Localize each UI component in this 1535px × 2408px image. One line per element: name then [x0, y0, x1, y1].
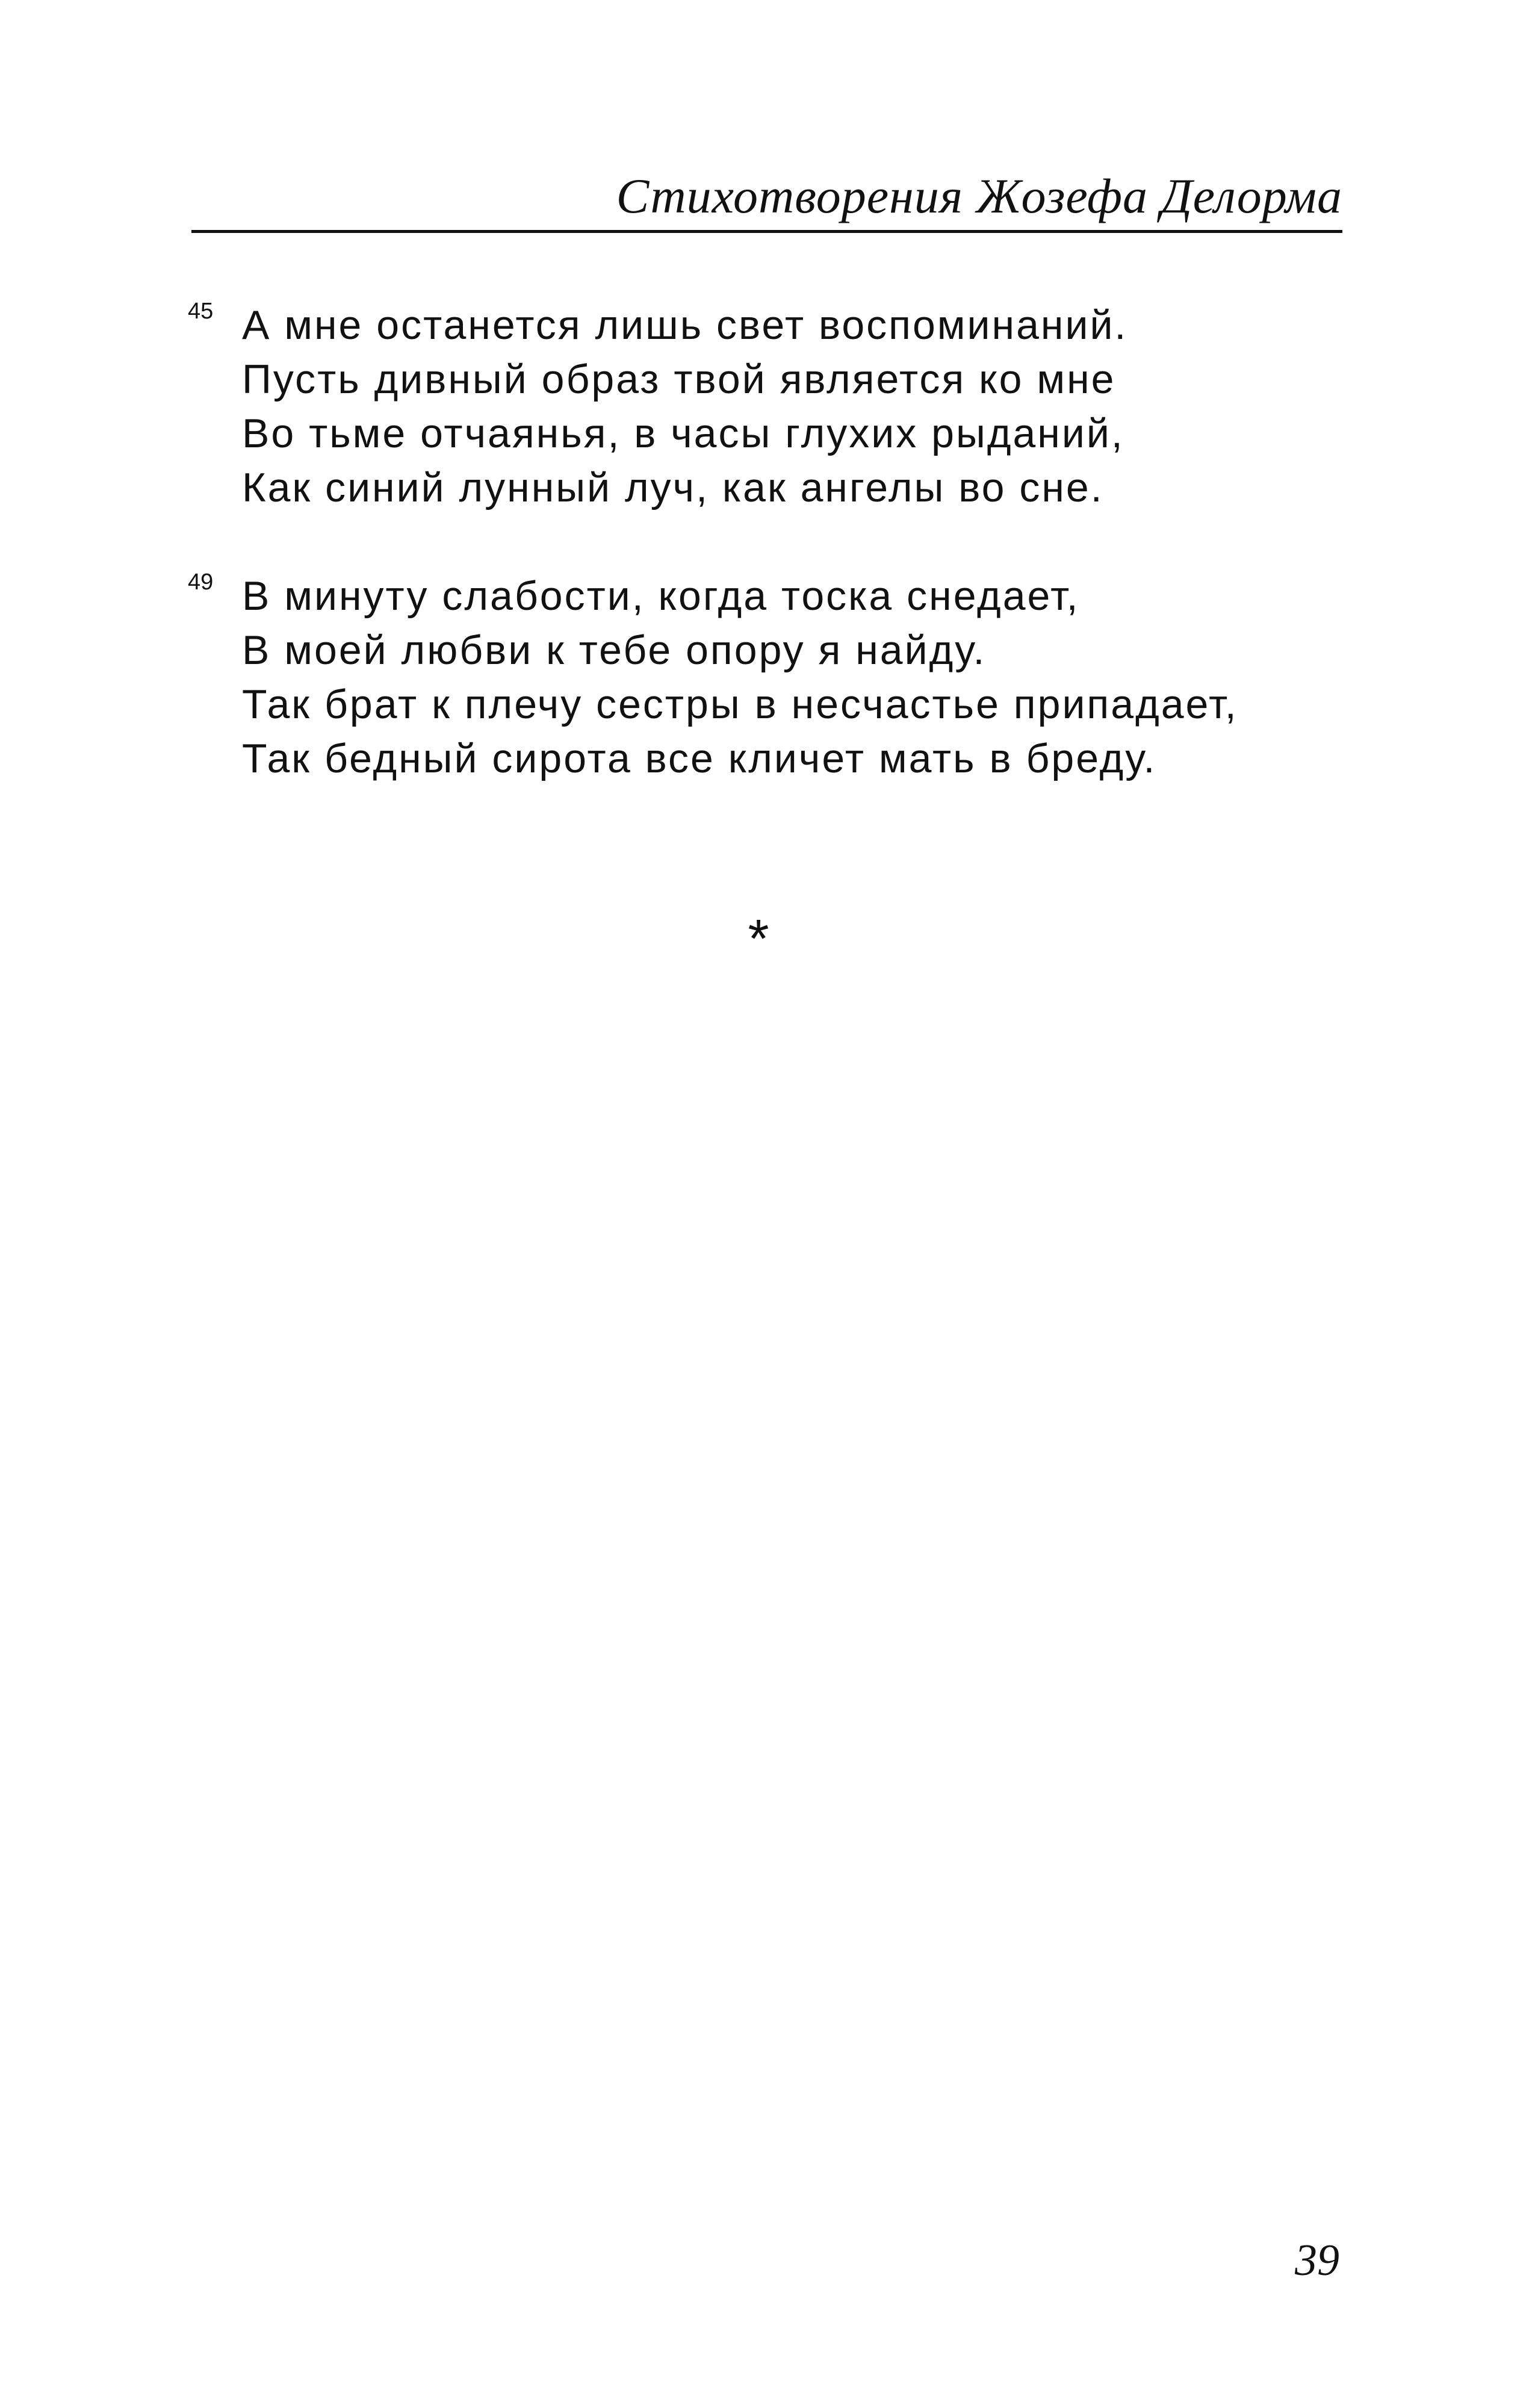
running-title: Стихотворения Жозефа Делорма: [616, 169, 1342, 223]
verse-line: Во тьме отчаянья, в часы глухих рыданий,: [242, 411, 1124, 456]
verse-line: В минуту слабости, когда тоска снедает,: [242, 573, 1080, 619]
verse-line: Как синий лунный луч, как ангелы во сне.: [242, 465, 1104, 510]
section-separator-asterisk: *: [748, 909, 769, 969]
stanza-lines: [242, 569, 1238, 786]
stanza-lines: [242, 298, 1127, 515]
verse-line: Так брат к плечу сестры в несчастье припадает,: [242, 681, 1238, 727]
verse-line: В моей любви к тебе опору я найду.: [242, 627, 987, 673]
verse-number: 49: [188, 569, 214, 595]
page-number: 39: [1295, 2236, 1339, 2285]
verse-line: Так бедный сирота все кличет мать в бреду.: [242, 736, 1157, 781]
running-header: [191, 163, 1342, 235]
verse-line: А мне останется лишь свет воспоминаний.: [242, 302, 1128, 348]
verse-line: Пусть дивный образ твой является ко мне: [242, 356, 1116, 402]
header-rule: [191, 230, 1342, 233]
verse-number: 45: [188, 299, 214, 324]
